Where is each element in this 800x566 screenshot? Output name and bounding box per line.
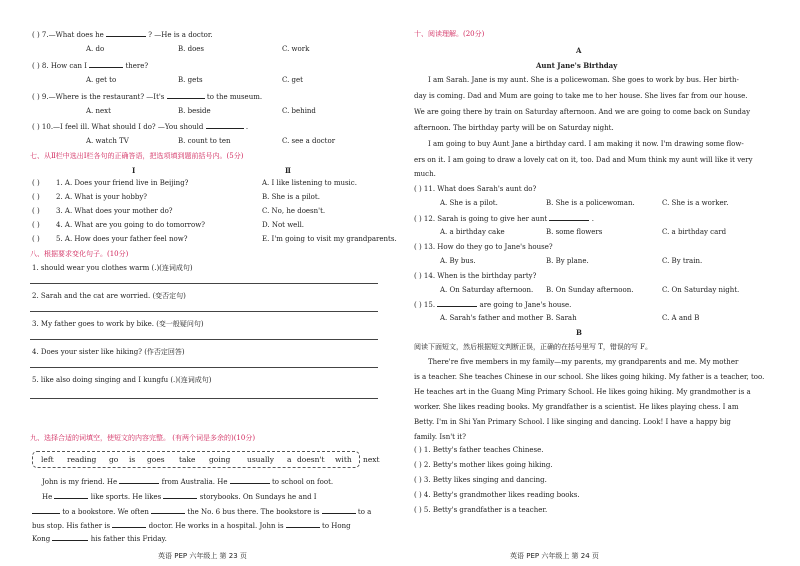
- statement-text: 3. Betty likes singing and dancing.: [423, 476, 547, 484]
- section-9-title: [30, 434, 255, 443]
- item-hint: (变一般疑问句): [156, 320, 204, 328]
- cloze-text: to a bookstore. We often: [62, 508, 149, 516]
- cloze-line: [42, 492, 317, 502]
- true-false-item: [414, 446, 543, 455]
- passage-a-line: much.: [414, 170, 436, 178]
- cloze-text: to Hong: [322, 522, 351, 530]
- option-b: B. count to ten: [178, 137, 231, 145]
- match-row: [32, 179, 40, 188]
- word-bank-item: next: [363, 455, 380, 464]
- question-stem: 10.—I feel ill. What should I do? —You should: [41, 123, 204, 131]
- option-b: B. does: [178, 45, 205, 53]
- cloze-text: from Australia. He: [161, 478, 228, 486]
- passage-b-instruction: 阅读下面短文，然后根据短文判断正误，正确的在括号里写 T，错误的写 F。: [414, 343, 652, 351]
- cloze-text: Kong: [32, 535, 51, 543]
- true-false-item: [414, 476, 547, 485]
- answer-paren[interactable]: ( ): [32, 179, 40, 187]
- option-c: C. a birthday card: [662, 228, 727, 236]
- word-bank-item: usually: [247, 455, 275, 464]
- option-c: C. behind: [282, 107, 316, 115]
- match-answer: E. I'm going to visit my grandparents.: [262, 235, 397, 243]
- answer-blank[interactable]: [89, 61, 123, 68]
- option-c: C. work: [282, 45, 310, 53]
- answer-paren[interactable]: ( ): [414, 491, 422, 499]
- passage-a-line: I am going to buy Aunt Jane a birthday card. I am making it now. I'm drawing some flow-: [428, 140, 744, 148]
- page-footer-right: 英语 PEP 六年级上 第 24 页: [510, 552, 599, 560]
- answer-paren[interactable]: ( ): [32, 207, 40, 215]
- transform-item: [32, 348, 185, 357]
- option-b: B. beside: [178, 107, 211, 115]
- answer-paren[interactable]: ( ): [32, 193, 40, 201]
- word-bank-item: doesn't: [297, 455, 325, 464]
- answer-paren[interactable]: ( ): [32, 221, 40, 229]
- cloze-text: the No. 6 bus there. The bookstore is: [187, 508, 320, 516]
- match-question: 2. A. What is your hobby?: [56, 193, 148, 201]
- answer-paren[interactable]: ( ): [414, 272, 422, 280]
- match-answer: C. No, he doesn't.: [262, 207, 326, 215]
- match-question: 5. A. How does your father feel now?: [56, 235, 188, 243]
- question-text: 11. What does Sarah's aunt do?: [423, 185, 537, 193]
- true-false-item: [414, 506, 547, 515]
- passage-a-line: ers on it. I am going to draw a lovely cat on it, too. Dad and Mum think my aunt will like it very: [414, 156, 753, 164]
- statement-text: 5. Betty's grandfather is a teacher.: [423, 506, 548, 514]
- option-a: A. get to: [86, 76, 117, 84]
- question-text: 12. Sarah is going to give her aunt: [423, 215, 548, 223]
- cloze-text: doctor. He works in a hospital. John is: [148, 522, 284, 530]
- cloze-blank[interactable]: [163, 492, 197, 499]
- answer-paren[interactable]: ( ): [414, 243, 422, 251]
- answer-blank[interactable]: [206, 122, 244, 129]
- section-8-title: 八、根据要求变化句子。(10分): [30, 250, 129, 258]
- passage-b-line: family. Isn't it?: [414, 433, 466, 441]
- question-text: 15.: [423, 301, 436, 309]
- option-b: B. Sarah: [546, 314, 577, 322]
- column-1-header: Ⅰ: [132, 166, 136, 175]
- passage-b-letter: B: [576, 328, 582, 337]
- section-9-title-text: 九、选择合适的词填空，使短文的内容完整。: [30, 434, 170, 442]
- option-a: A. watch TV: [86, 137, 129, 145]
- section-7-title: 七、从Ⅱ栏中选出Ⅰ栏各句的正确答语，把选项填到题前括号内。(5分): [30, 152, 244, 160]
- cloze-line: [42, 477, 333, 487]
- transform-item: [32, 320, 204, 329]
- option-a: A. next: [86, 107, 111, 115]
- cloze-text: bus stop. His father is: [32, 522, 111, 530]
- transform-item: [32, 264, 193, 273]
- match-answer: B. She is a pilot.: [262, 193, 320, 201]
- answer-paren[interactable]: ( ): [414, 185, 422, 193]
- passage-b-line: is a teacher. She teaches Chinese in our school. She likes going hiking. My father is a teacher, too.: [414, 373, 765, 381]
- answer-blank[interactable]: [437, 300, 477, 307]
- question-stem-end: to the museum.: [206, 93, 263, 101]
- passage-a-line: afternoon. The birthday party will be on Saturday night.: [414, 124, 614, 132]
- answer-paren: ( ): [32, 93, 40, 101]
- cloze-text: to a: [357, 508, 372, 516]
- answer-paren: ( ): [32, 31, 40, 39]
- option-a: A. She is a pilot.: [440, 199, 498, 207]
- cloze-text: his father this Friday.: [90, 535, 167, 543]
- answer-paren: ( ): [32, 62, 40, 70]
- section-9-title-note: (有两个词是多余的)(10分): [172, 434, 256, 442]
- option-a: A. By bus.: [440, 257, 476, 265]
- match-answer: A. I like listening to music.: [262, 179, 357, 187]
- transform-item: [32, 376, 211, 385]
- item-hint: (变否定句): [152, 292, 186, 300]
- word-bank-item: take: [179, 455, 196, 464]
- answer-paren[interactable]: ( ): [414, 215, 422, 223]
- option-b: B. gets: [178, 76, 203, 84]
- cloze-blank[interactable]: [286, 521, 320, 528]
- option-b: B. She is a policewoman.: [546, 199, 635, 207]
- option-c: C. She is a worker.: [662, 199, 729, 207]
- answer-paren: ( ): [32, 123, 40, 131]
- answer-line[interactable]: [30, 339, 378, 340]
- answer-blank[interactable]: [106, 30, 146, 37]
- option-c: C. On Saturday night.: [662, 286, 740, 294]
- answer-paren[interactable]: ( ): [414, 461, 422, 469]
- question-text: 13. How do they go to Jane's house?: [423, 243, 553, 251]
- item-hint: (作否定回答): [144, 348, 185, 356]
- question-text-end: are going to Jane's house.: [479, 301, 572, 309]
- cloze-text: John is my friend. He: [42, 478, 118, 486]
- question-stem-end: ? —He is a doctor.: [148, 31, 213, 39]
- option-b: B. some flowers: [546, 228, 603, 236]
- passage-a-title: Aunt Jane's Birthday: [536, 61, 618, 70]
- question-text: 14. When is the birthday party?: [423, 272, 537, 280]
- transform-item: [32, 292, 186, 301]
- statement-text: 4. Betty's grandmother likes reading books.: [423, 491, 580, 499]
- question-7: [32, 30, 213, 40]
- answer-blank[interactable]: [167, 92, 205, 99]
- question-stem-end: there?: [125, 62, 149, 70]
- page-footer-left: 英语 PEP 六年级上 第 23 页: [158, 552, 247, 560]
- answer-line[interactable]: [30, 367, 378, 368]
- option-a: A. a birthday cake: [440, 228, 505, 236]
- match-question: 3. A. What does your mother do?: [56, 207, 173, 215]
- answer-line[interactable]: [30, 311, 378, 312]
- cloze-blank[interactable]: [112, 521, 146, 528]
- item-text: 4. Does your sister like hiking?: [32, 348, 142, 356]
- word-bank-item: a: [287, 455, 292, 464]
- answer-line[interactable]: [30, 283, 378, 284]
- passage-b-line: worker. She likes reading books. My grandfather is a scientist. He likes playing chess. I am: [414, 403, 739, 411]
- question-stem: 8. How can I: [41, 62, 87, 70]
- reading-question-14: [414, 272, 536, 281]
- match-row: [32, 193, 40, 202]
- cloze-blank[interactable]: [32, 507, 60, 514]
- cloze-text: to school on foot.: [271, 478, 334, 486]
- answer-paren[interactable]: ( ): [414, 506, 422, 514]
- statement-text: 2. Betty's mother likes going hiking.: [423, 461, 553, 469]
- reading-question-13: [414, 243, 553, 252]
- option-b: B. By plane.: [546, 257, 589, 265]
- cloze-blank[interactable]: [151, 507, 185, 514]
- passage-a-line: We are going there by train on Saturday afternoon. And we are going to come back on Sunday: [414, 108, 751, 116]
- option-c: C. By train.: [662, 257, 703, 265]
- reading-question-11: [414, 185, 536, 194]
- right-page: [400, 0, 800, 566]
- reading-question-12: [414, 214, 594, 224]
- section-10-title: 十、阅读理解。(20分): [414, 30, 485, 38]
- cloze-text: like sports. He likes: [90, 493, 162, 501]
- cloze-blank[interactable]: [322, 507, 356, 514]
- word-bank-item: go: [109, 455, 119, 464]
- passage-a-line: I am Sarah. Jane is my aunt. She is a policewoman. She goes to work by bus. Her birth-: [428, 76, 739, 84]
- item-hint: (.)(连词成句): [170, 376, 212, 384]
- cloze-line: [32, 521, 351, 531]
- word-bank-item: left: [41, 455, 54, 464]
- cloze-blank[interactable]: [230, 477, 270, 484]
- word-bank-item: reading: [67, 455, 97, 464]
- item-text: 5. like also doing singing and I kungfu: [32, 376, 169, 384]
- question-8: [32, 61, 148, 71]
- word-bank-item: is: [129, 455, 136, 464]
- question-10: [32, 122, 248, 132]
- match-row: [32, 207, 40, 216]
- match-answer: D. Not well.: [262, 221, 305, 229]
- question-text-end: .: [591, 215, 594, 223]
- item-hint: (.)(连词成句): [151, 264, 193, 272]
- item-text: 1. should wear you clothes warm: [32, 264, 150, 272]
- reading-question-15: [414, 300, 571, 310]
- cloze-text: storybooks. On Sundays he and I: [199, 493, 317, 501]
- passage-b-line: Betty. I'm in Shi Yan Primary School. I like singing and dancing. Look! I have a happy big: [414, 418, 731, 426]
- cloze-blank[interactable]: [52, 534, 88, 541]
- match-question: 1. A. Does your friend live in Beijing?: [56, 179, 189, 187]
- true-false-item: [414, 461, 553, 470]
- question-stem-end: .: [245, 123, 249, 131]
- word-bank-item: going: [209, 455, 231, 464]
- option-a: A. On Saturday afternoon.: [440, 286, 534, 294]
- true-false-item: [414, 491, 580, 500]
- option-b: B. On Sunday afternoon.: [546, 286, 634, 294]
- column-2-header: Ⅱ: [285, 166, 291, 175]
- answer-line[interactable]: [30, 398, 378, 399]
- statement-text: 1. Betty's father teaches Chinese.: [423, 446, 544, 454]
- option-c: C. get: [282, 76, 303, 84]
- word-bank: [32, 451, 380, 468]
- cloze-text: He: [42, 493, 53, 501]
- question-stem: 7.—What does he: [41, 31, 104, 39]
- option-c: C. A and B: [662, 314, 700, 322]
- answer-paren[interactable]: ( ): [414, 301, 422, 309]
- match-question: 4. A. What are you going to do tomorrow?: [56, 221, 205, 229]
- option-c: C. see a doctor: [282, 137, 336, 145]
- question-9: [32, 92, 262, 102]
- passage-b-line: He teaches art in the Guang Ming Primary School. He likes going hiking. My grandmother is a: [414, 388, 751, 396]
- option-a: A. Sarah's father and mother: [440, 314, 544, 322]
- passage-b-line: There're five members in my family—my parents, my grandparents and me. My mother: [428, 358, 739, 366]
- cloze-blank[interactable]: [54, 492, 88, 499]
- question-stem: 9.—Where is the restaurant? —It's: [41, 93, 165, 101]
- item-text: 3. My father goes to work by bike.: [32, 320, 154, 328]
- passage-a-letter: A: [576, 46, 582, 55]
- word-bank-item: with: [335, 455, 352, 464]
- match-row: [32, 235, 40, 244]
- passage-a-line: day is coming. Dad and Mum are going to take me to her house. She lives far from our house.: [414, 92, 748, 100]
- answer-paren[interactable]: ( ): [414, 476, 422, 484]
- answer-paren[interactable]: ( ): [32, 235, 40, 243]
- answer-paren[interactable]: ( ): [414, 446, 422, 454]
- match-row: [32, 221, 40, 230]
- cloze-line: [32, 534, 167, 544]
- word-bank-item: goes: [147, 455, 165, 464]
- option-a: A. do: [86, 45, 105, 53]
- item-text: 2. Sarah and the cat are worried.: [32, 292, 151, 300]
- answer-blank[interactable]: [549, 214, 589, 221]
- cloze-line: [32, 507, 371, 517]
- cloze-blank[interactable]: [119, 477, 159, 484]
